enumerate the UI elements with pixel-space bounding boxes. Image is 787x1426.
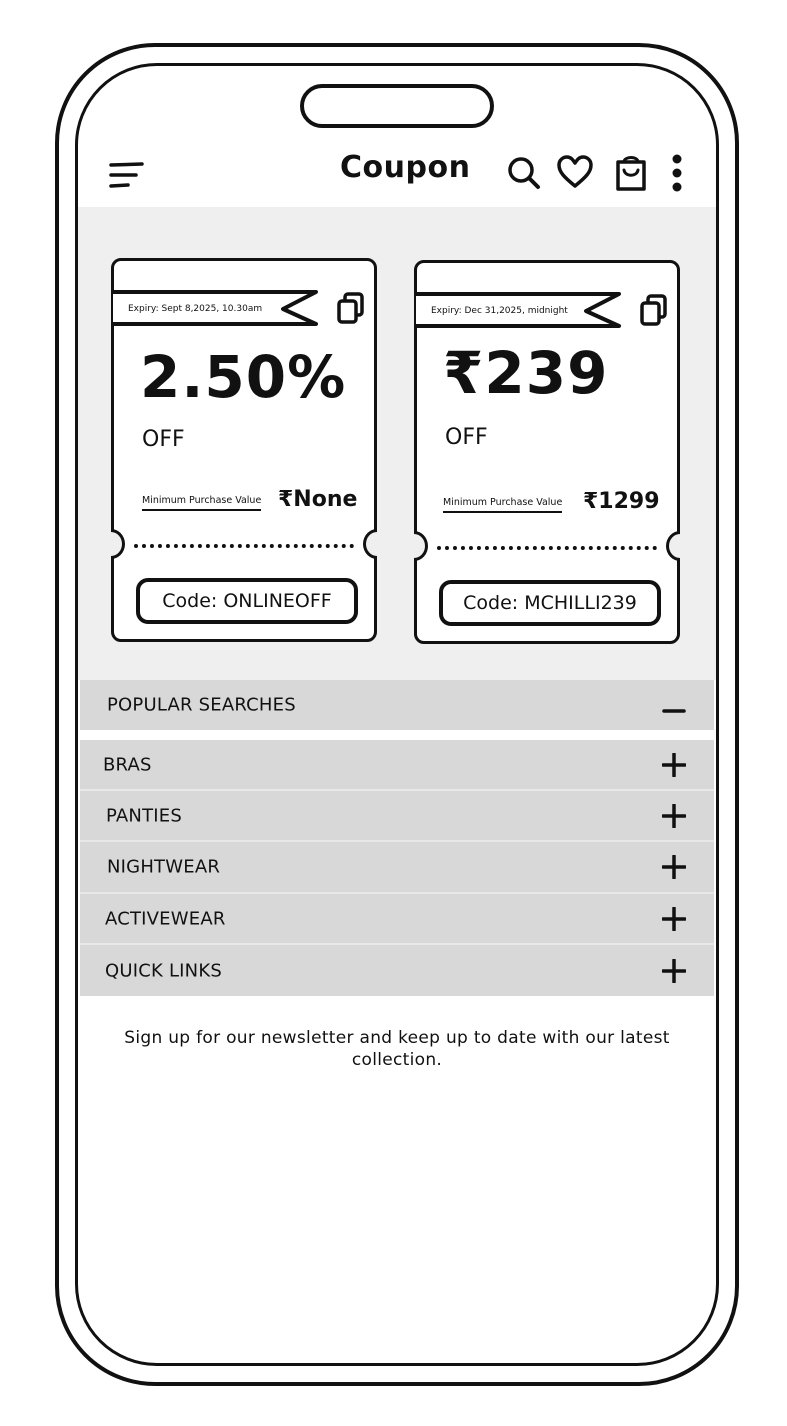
heart-icon[interactable] [556, 154, 594, 190]
min-purchase-value: ₹None [278, 487, 358, 512]
accordion-item-panties[interactable] [80, 791, 714, 842]
perforation-line [134, 544, 354, 548]
accordion-item-bras[interactable] [80, 740, 714, 791]
min-purchase-label: Minimum Purchase Value [443, 497, 562, 513]
accordion-item-nightwear[interactable] [80, 842, 714, 894]
plus-icon[interactable] [662, 907, 686, 931]
plus-icon[interactable] [662, 753, 686, 777]
search-icon[interactable] [506, 154, 542, 190]
app-header [78, 140, 716, 206]
plus-icon[interactable] [662, 855, 686, 879]
expiry-text: Expiry: Dec 31,2025, midnight [431, 306, 568, 316]
perforation-line [437, 546, 657, 550]
accordion-label: NIGHTWEAR [107, 856, 221, 878]
discount-value: ₹239 [443, 339, 609, 407]
coupon-code-button[interactable]: Code: ONLINEOFF [136, 578, 358, 624]
off-label: OFF [142, 427, 185, 452]
minus-icon[interactable] [662, 693, 686, 717]
off-label: OFF [445, 425, 488, 450]
accordion-label: ACTIVEWEAR [105, 908, 226, 929]
min-purchase-label: Minimum Purchase Value [142, 495, 261, 511]
accordion-label: QUICK LINKS [105, 960, 222, 981]
accordion-label: POPULAR SEARCHES [107, 694, 296, 716]
coupon-code-button[interactable]: Code: MCHILLI239 [439, 580, 661, 626]
accordion-label: PANTIES [106, 805, 182, 826]
newsletter-text: Sign up for our newsletter and keep up to date with our latest collection. [124, 1028, 670, 1070]
coupon-card [111, 258, 377, 642]
plus-icon[interactable] [662, 959, 686, 983]
accordion-popular-searches[interactable] [80, 680, 714, 730]
discount-value: 2.50% [140, 343, 347, 411]
shopping-bag-icon[interactable] [613, 154, 649, 192]
page-title: Coupon [340, 150, 471, 185]
accordion-item-activewear[interactable] [80, 894, 714, 945]
min-purchase-value: ₹1299 [583, 489, 660, 514]
more-vertical-icon[interactable] [670, 154, 684, 192]
accordion-item-quick-links[interactable] [80, 945, 714, 996]
copy-icon[interactable] [639, 293, 669, 327]
coupon-card [414, 260, 680, 644]
phone-notch [300, 84, 494, 128]
menu-icon[interactable] [108, 160, 146, 192]
expiry-text: Expiry: Sept 8,2025, 10.30am [128, 304, 263, 314]
accordion-label: BRAS [103, 754, 152, 775]
plus-icon[interactable] [662, 804, 686, 828]
copy-icon[interactable] [336, 291, 366, 325]
